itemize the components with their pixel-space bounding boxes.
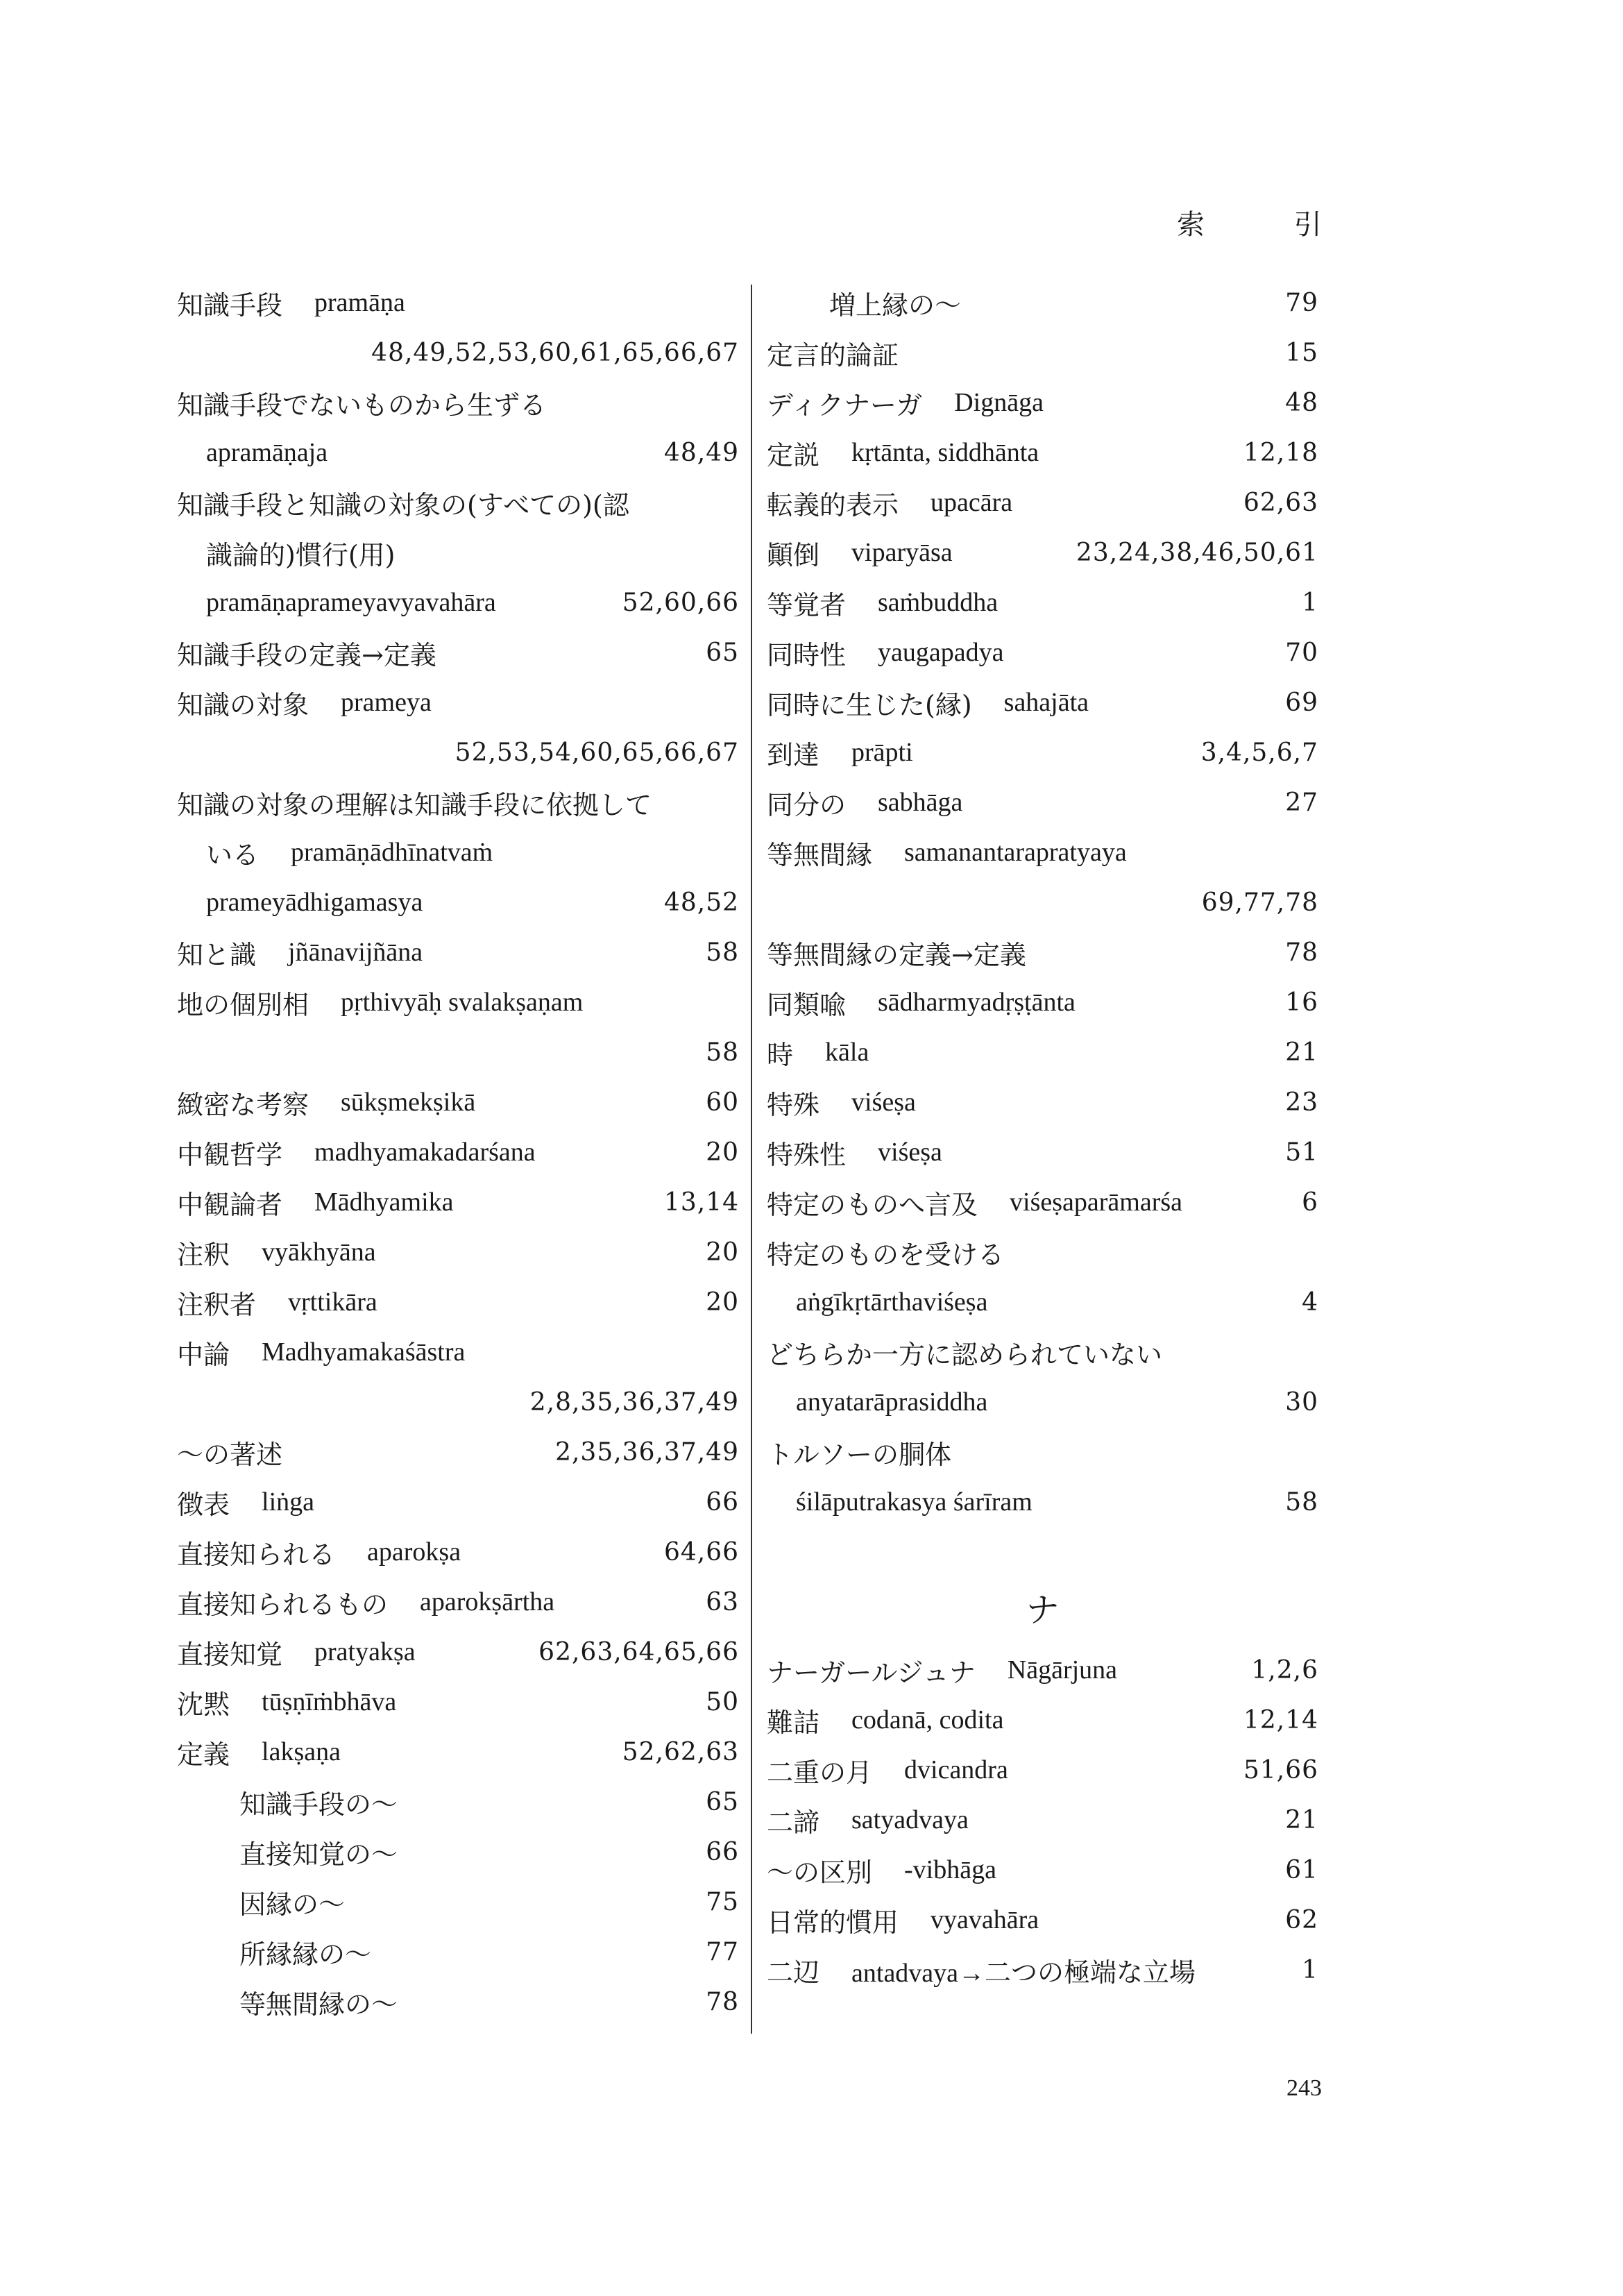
index-entry: [767, 1127, 1318, 1177]
term-japanese: 知識の対象: [177, 689, 309, 720]
index-entry: [767, 1745, 1318, 1795]
index-entry: [177, 1227, 739, 1277]
term-sanskrit: prameyādhigamasya: [206, 888, 423, 917]
index-term: [767, 634, 1003, 672]
term-sanskrit: saṁbuddha: [878, 588, 999, 617]
term-sanskrit: vṛttikāra: [288, 1288, 377, 1317]
term-japanese: 直接知られるもの: [177, 1589, 389, 1620]
term-sanskrit: anyatarāprasiddha: [796, 1387, 988, 1417]
page-references: 65: [706, 638, 739, 667]
index-term: [829, 284, 993, 322]
index-entry: [767, 278, 1318, 328]
index-term: [239, 1783, 430, 1821]
index-term: [177, 484, 661, 522]
index-entry: [767, 1177, 1318, 1227]
term-japanese: 等覚者: [767, 589, 847, 621]
term-japanese: 等無間縁: [767, 839, 873, 870]
term-sanskrit: dvicandra: [904, 1755, 1008, 1784]
page-references: 4: [1302, 1288, 1318, 1317]
page-references: 2,35,36,37,49: [555, 1437, 739, 1467]
index-entry: [177, 1177, 739, 1227]
term-japanese: ナーガールジュナ: [767, 1657, 976, 1688]
term-japanese: 識論的)慣行(用): [206, 539, 396, 571]
term-sanskrit: satyadvaya: [851, 1805, 969, 1834]
page-number: 243: [1286, 2075, 1322, 2101]
index-entry: [177, 1827, 739, 1877]
page-references: 70: [1285, 638, 1318, 667]
index-term: [767, 784, 962, 822]
term-sanskrit: apramāṇaja: [206, 438, 328, 467]
term-japanese: 特殊: [767, 1089, 820, 1120]
index-column-left: [177, 278, 739, 2027]
index-entry: [177, 727, 739, 777]
page-references: 78: [706, 1987, 739, 2016]
term-sanskrit: aṅgīkṛtārthaviśeṣa: [796, 1288, 988, 1317]
index-term: [767, 1751, 1008, 1789]
term-sanskrit: viśeṣa: [851, 1088, 916, 1117]
index-term: [767, 984, 1076, 1022]
index-term: [177, 1683, 396, 1721]
term-sanskrit: pramāṇādhīnatvaṁ: [291, 838, 493, 867]
term-japanese: 二重の月: [767, 1757, 873, 1788]
term-japanese: いる: [206, 839, 260, 870]
term-japanese: 時: [767, 1039, 794, 1070]
term-japanese: 知識の対象の理解は知識手段に依拠して: [177, 789, 652, 820]
index-term: [177, 384, 578, 422]
index-entry: [177, 1727, 739, 1777]
index-term: [767, 1083, 916, 1122]
term-sanskrit: sabhāga: [878, 788, 963, 817]
index-entry: [767, 577, 1318, 627]
index-term: [239, 1933, 403, 1971]
index-term: [177, 1133, 536, 1172]
page-references: 1: [1302, 1955, 1318, 1984]
page-references: 48,49: [663, 438, 739, 467]
page-references: 58: [706, 938, 739, 967]
page-references: 23,24,38,46,50,61: [1076, 538, 1318, 567]
page-references: 61: [1285, 1855, 1318, 1884]
term-japanese: 等無間縁の〜: [239, 1989, 398, 2020]
term-japanese: 知識手段と知識の対象の(すべての)(認: [177, 489, 629, 521]
index-entry: [767, 1377, 1318, 1427]
term-sanskrit: codanā, codita: [851, 1705, 1004, 1734]
page-references: 48: [1285, 388, 1318, 417]
term-japanese: 特定のものへ言及: [767, 1189, 978, 1220]
term-japanese: 定説: [767, 439, 820, 471]
term-sanskrit: Nāgārjuna: [1007, 1655, 1118, 1685]
term-sanskrit: samanantarapratyaya: [904, 838, 1127, 867]
index-entry: [177, 1527, 739, 1577]
term-japanese: 顚倒: [767, 539, 820, 571]
index-entry: [767, 1427, 1318, 1477]
term-japanese: 因縁の〜: [239, 1889, 346, 1920]
index-term: [177, 1583, 554, 1621]
section-heading-na: ナ: [1026, 1590, 1060, 1630]
page-references: 52,60,66: [622, 588, 739, 617]
index-term: [177, 1183, 454, 1222]
index-entry: [177, 478, 739, 527]
page-references: 65: [706, 1787, 739, 1816]
index-entry: [177, 977, 739, 1027]
index-entry: [177, 278, 739, 328]
term-sanskrit: sādharmyadṛṣṭānta: [878, 988, 1076, 1017]
index-term: [767, 1183, 1182, 1222]
index-term: [796, 1387, 987, 1417]
index-term: [767, 834, 1127, 872]
index-entry: [767, 727, 1318, 777]
index-entry: [767, 677, 1318, 727]
term-sanskrit: śilāputrakasya śarīram: [796, 1487, 1033, 1517]
term-japanese: 同分の: [767, 789, 847, 820]
index-entry: [177, 1577, 739, 1627]
term-sanskrit: madhyamakadarśana: [314, 1138, 536, 1167]
page-references: 21: [1285, 1038, 1318, 1067]
term-japanese: 〜の著述: [177, 1439, 283, 1470]
page-references: 60: [706, 1088, 739, 1117]
page-references: 12,14: [1243, 1705, 1318, 1734]
index-entry: [177, 927, 739, 977]
term-sanskrit: kṛtānta, siddhānta: [851, 438, 1039, 467]
index-term: [767, 1233, 1036, 1272]
page-references: 51,66: [1243, 1755, 1318, 1784]
page-references: 1: [1302, 588, 1318, 617]
term-sanskrit: Madhyamakaśāstra: [262, 1337, 466, 1367]
index-term: [767, 1033, 869, 1072]
term-sanskrit: pṛthivyāḥ svalakṣaṇam: [341, 988, 584, 1017]
term-japanese: 転義的表示: [767, 489, 899, 521]
index-entry: [177, 378, 739, 428]
index-term: [177, 984, 583, 1022]
index-entry: [767, 328, 1318, 378]
index-term: [206, 534, 427, 572]
column-divider: [751, 285, 752, 2034]
page-references: 20: [706, 1138, 739, 1167]
term-sanskrit: viparyāsa: [851, 538, 953, 567]
index-entry: [767, 777, 1318, 827]
index-term: [239, 1833, 430, 1871]
term-japanese: 特定のものを受ける: [767, 1239, 1005, 1270]
index-term: [177, 1083, 475, 1122]
index-term: [767, 484, 1012, 522]
term-japanese: 特殊性: [767, 1139, 847, 1170]
index-entry: [177, 328, 739, 378]
page-references: 16: [1285, 988, 1318, 1017]
index-entry: [177, 627, 739, 677]
index-entry: [767, 1027, 1318, 1077]
index-entry: [177, 1377, 739, 1427]
index-term: [206, 834, 493, 872]
page-references: 13,14: [663, 1188, 739, 1217]
index-entry: [177, 677, 739, 727]
index-entry: [767, 1645, 1318, 1695]
term-sanskrit: pramāṇaprameyavyavahāra: [206, 588, 496, 617]
page-references: 69: [1285, 688, 1318, 717]
index-term: [177, 784, 683, 822]
index-term: [767, 1851, 996, 1889]
term-sanskrit: vyākhyāna: [262, 1238, 376, 1267]
term-sanskrit: viśeṣa: [878, 1138, 942, 1167]
index-entry: [177, 1777, 739, 1827]
term-sanskrit: sahajāta: [1003, 688, 1089, 717]
index-term: [767, 684, 1089, 722]
page-references: 64,66: [663, 1537, 739, 1567]
page-references: 51: [1285, 1138, 1318, 1167]
term-sanskrit: jñānavijñāna: [288, 938, 423, 967]
term-sanskrit: aparokṣa: [367, 1537, 461, 1567]
page-references: 20: [706, 1238, 739, 1267]
index-entry: [177, 1277, 739, 1327]
page-references: 63: [706, 1587, 739, 1617]
page-references: 75: [706, 1887, 739, 1916]
page-references: 12,18: [1243, 438, 1318, 467]
term-japanese: 到達: [767, 739, 820, 770]
index-entry: [767, 977, 1318, 1027]
page-references: 52,62,63: [622, 1737, 739, 1766]
term-japanese: 徴表: [177, 1489, 230, 1520]
term-japanese: 注釈: [177, 1239, 230, 1270]
term-japanese: 中論: [177, 1339, 230, 1370]
term-japanese: 中観論者: [177, 1189, 283, 1220]
term-japanese: 二辺: [767, 1957, 820, 1988]
index-term: [206, 587, 496, 618]
index-term: [206, 887, 423, 918]
index-term: [767, 1901, 1039, 1939]
index-entry: [177, 827, 739, 877]
term-sanskrit: prāpti: [851, 738, 913, 767]
index-term: [206, 437, 328, 468]
index-entry: [767, 1327, 1318, 1377]
term-japanese: 等無間縁の定義→定義: [767, 939, 1026, 970]
term-sanskrit: -vibhāga: [904, 1855, 996, 1884]
index-term: [767, 584, 998, 622]
index-term: [177, 1283, 377, 1322]
index-entry: [177, 777, 739, 827]
page-references: 6: [1302, 1188, 1318, 1217]
index-term: [767, 384, 1044, 422]
index-term: [239, 1883, 377, 1921]
term-sanskrit: tūṣṇīṁbhāva: [262, 1687, 397, 1716]
index-group-na: [767, 1645, 1318, 1995]
index-entry: [177, 1977, 739, 2027]
index-term: [767, 934, 1058, 972]
term-japanese: 増上縁の〜: [829, 289, 962, 321]
index-term: [767, 1951, 1196, 1989]
index-term: [177, 1533, 461, 1571]
index-entry: [177, 1427, 739, 1477]
index-entry: [177, 877, 739, 927]
index-entry: [177, 1927, 739, 1977]
term-japanese: 定義: [177, 1739, 230, 1770]
index-entry: [767, 627, 1318, 677]
index-term: [767, 734, 913, 772]
index-entry: [177, 577, 739, 627]
term-sanskrit: pratyakṣa: [314, 1637, 416, 1666]
spacer: [767, 1527, 1318, 1569]
term-japanese: 同類喩: [767, 989, 847, 1020]
term-japanese: 同時性: [767, 639, 847, 670]
page-references: 27: [1285, 788, 1318, 817]
term-japanese: 沈黙: [177, 1689, 230, 1720]
page-references: 52,53,54,60,65,66,67: [454, 738, 739, 767]
term-japanese: 知識手段の定義→定義: [177, 639, 436, 670]
index-term: [177, 1733, 341, 1771]
page-references: 66: [706, 1837, 739, 1866]
index-entry: [767, 428, 1318, 478]
index-term: [767, 334, 931, 372]
index-term: [767, 1433, 983, 1471]
index-term: [796, 1487, 1033, 1517]
index-entry: [177, 1027, 739, 1077]
index-entry: [767, 877, 1318, 927]
page-references: 3,4,5,6,7: [1200, 738, 1318, 767]
term-japanese: 二諦: [767, 1807, 820, 1838]
term-japanese: どちらか一方に認められていない: [767, 1339, 1163, 1370]
index-entry: [767, 1077, 1318, 1127]
index-entry: [767, 1477, 1318, 1527]
term-sanskrit: pramāṇa: [314, 288, 405, 317]
term-sanskrit: lakṣaṇa: [262, 1737, 341, 1766]
term-sanskrit: Dignāga: [954, 388, 1044, 417]
index-term: [177, 1233, 376, 1272]
index-entry: [767, 378, 1318, 428]
term-sanskrit: viśeṣaparāmarśa: [1010, 1188, 1183, 1217]
term-japanese: 〜の区別: [767, 1857, 873, 1888]
index-term: [767, 1133, 942, 1172]
index-term: [767, 434, 1039, 472]
page-references: 79: [1285, 288, 1318, 317]
index-term: [767, 1333, 1194, 1371]
index-entry: [767, 1227, 1318, 1277]
index-term: [177, 1333, 465, 1371]
index-term: [767, 1801, 969, 1839]
term-sanskrit: upacāra: [931, 488, 1013, 517]
term-japanese: 所縁縁の〜: [239, 1939, 372, 1970]
term-japanese: 難詰: [767, 1707, 820, 1738]
term-sanskrit: Mādhyamika: [314, 1188, 454, 1217]
index-term: [767, 534, 953, 572]
index-term: [177, 1433, 314, 1471]
term-japanese: 直接知られる: [177, 1539, 336, 1570]
page-references: 48,49,52,53,60,61,65,66,67: [371, 338, 739, 367]
page-references: 50: [706, 1687, 739, 1716]
term-japanese: 知識手段の〜: [239, 1789, 398, 1820]
term-japanese: 知識手段でないものから生ずる: [177, 389, 547, 421]
term-japanese: 中観哲学: [177, 1139, 283, 1170]
index-term: [177, 1483, 314, 1521]
page-references: 30: [1285, 1387, 1318, 1417]
term-sanskrit: kāla: [825, 1038, 869, 1067]
page-references: 62: [1285, 1905, 1318, 1934]
index-entry: [767, 527, 1318, 577]
term-sanskrit: vyavahāra: [931, 1905, 1039, 1934]
term-japanese: 注釈者: [177, 1289, 257, 1320]
index-entry: [767, 1695, 1318, 1745]
index-entry: [177, 1877, 739, 1927]
index-term: [796, 1287, 987, 1317]
page-references: 78: [1285, 938, 1318, 967]
term-japanese: 緻密な考察: [177, 1089, 309, 1120]
page-references: 48,52: [663, 888, 739, 917]
index-term: [177, 284, 405, 322]
index-entry: [767, 827, 1318, 877]
page-references: 58: [706, 1038, 739, 1067]
page-header-title: 索 引: [1177, 209, 1362, 241]
term-sanskrit: aparokṣārtha: [420, 1587, 555, 1617]
index-entry: [767, 1895, 1318, 1945]
index-term: [177, 934, 423, 972]
index-entry: [767, 1845, 1318, 1895]
page-references: 77: [706, 1937, 739, 1966]
term-japanese: トルソーの胴体: [767, 1439, 952, 1470]
index-entry: [177, 527, 739, 577]
term-sanskrit: liṅga: [262, 1487, 314, 1517]
index-entry: [177, 1327, 739, 1377]
term-japanese: 直接知覚: [177, 1639, 283, 1670]
page-references: 62,63: [1243, 488, 1318, 517]
index-entry: [177, 1127, 739, 1177]
index-entry: [177, 1077, 739, 1127]
page-references: 2,8,35,36,37,49: [529, 1387, 739, 1417]
page-references: 1,2,6: [1251, 1655, 1318, 1685]
term-sanskrit: prameya: [341, 688, 432, 717]
index-term: [177, 634, 468, 672]
index-entry: [767, 1795, 1318, 1845]
index-term: [239, 1983, 430, 2021]
page-references: 69,77,78: [1201, 888, 1318, 917]
index-term: [177, 684, 432, 722]
index-entry: [177, 1627, 739, 1677]
term-japanese: 直接知覚の〜: [239, 1839, 398, 1870]
page-references: 15: [1285, 338, 1318, 367]
index-entry: [767, 478, 1318, 527]
term-sanskrit: sūkṣmekṣikā: [341, 1088, 476, 1117]
term-sanskrit: antadvaya→二つの極端な立場: [851, 1958, 1196, 1988]
index-term: [177, 1633, 416, 1671]
index-term: [767, 1701, 1003, 1739]
index-entry: [177, 1677, 739, 1727]
index-entry: [767, 1277, 1318, 1327]
term-japanese: 知と識: [177, 939, 257, 970]
term-japanese: 知識手段: [177, 289, 283, 321]
page-references: 21: [1285, 1805, 1318, 1834]
index-entry: [177, 428, 739, 478]
index-term: [767, 1651, 1117, 1689]
index-entry: [177, 1477, 739, 1527]
page-references: 58: [1285, 1487, 1318, 1517]
index-entry: [767, 927, 1318, 977]
index-entry: [767, 1945, 1318, 1995]
term-sanskrit: yaugapadya: [878, 638, 1004, 667]
index-column-right: [767, 278, 1318, 1995]
term-japanese: 同時に生じた(縁): [767, 689, 972, 720]
page-references: 20: [706, 1288, 739, 1317]
term-japanese: 地の個別相: [177, 989, 309, 1020]
term-japanese: ディクナーガ: [767, 389, 923, 421]
page-references: 66: [706, 1487, 739, 1517]
page-references: 62,63,64,65,66: [538, 1637, 739, 1666]
term-japanese: 日常的慣用: [767, 1907, 899, 1938]
index-group-ta: [767, 278, 1318, 1527]
term-japanese: 定言的論証: [767, 339, 899, 371]
page-references: 23: [1285, 1088, 1318, 1117]
